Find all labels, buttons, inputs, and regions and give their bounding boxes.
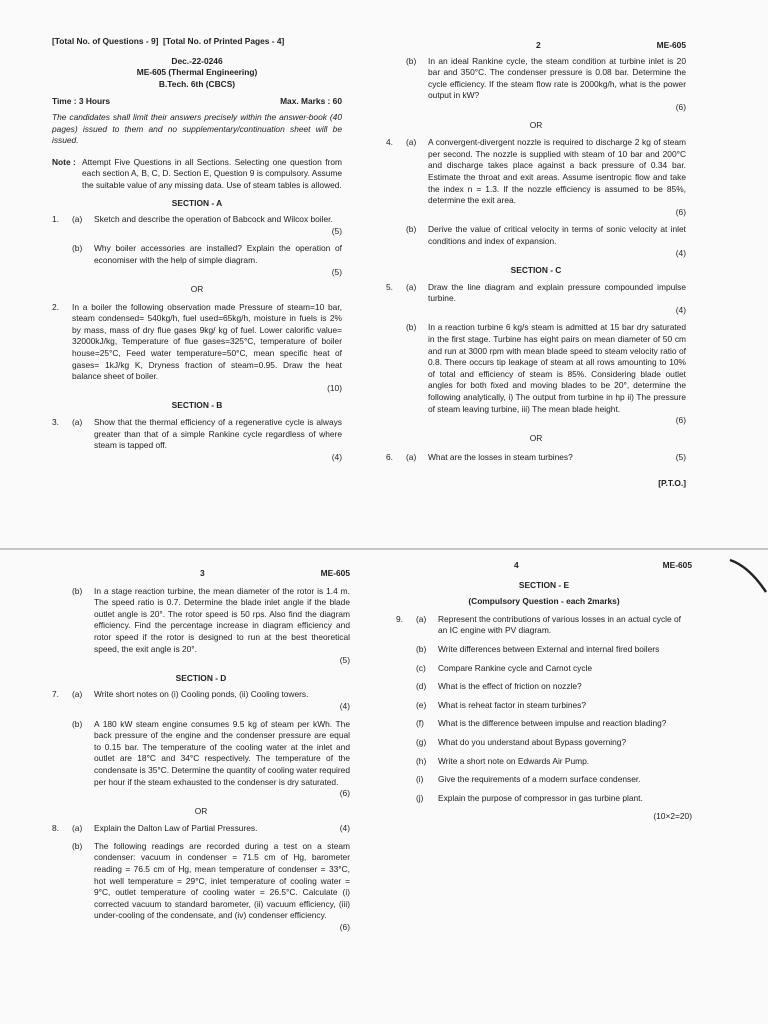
question-9-item	[396, 718, 692, 730]
question-9-item	[396, 681, 692, 693]
question-part-label: (j)	[416, 792, 424, 803]
question-9-item: 9. (a) Represent the contributions of various losses in an actual cycle of an IC engine with PV diagram.	[396, 614, 692, 637]
section-b-heading: SECTION - B	[171, 400, 223, 411]
question-text: Compare Rankine cycle and Carnot cycle	[438, 662, 593, 673]
page-curl-mark	[728, 556, 768, 596]
question-text: Sketch and describe the operation of Babcock and Wilcox boiler.	[94, 214, 333, 225]
question-1a: 1. (a) Sketch and describe the operation of Babcock and Wilcox boiler. (5)	[52, 214, 342, 236]
question-part-label: (c)	[416, 662, 426, 673]
page-number: 2	[536, 40, 541, 50]
question-text: A convergent-divergent nozzle is required to discharge 2 kg of steam per second. The nozzle is supplied with steam of 10 bar and 200°C and discharge takes place against a back pressure of 0.34 bar. Estimate the throat and exit areas. Assume isentropic flow and take the index n = 1.3. If the nozzle efficiency is assumed to be 85%, determine the exit area.	[428, 137, 686, 206]
question-text: What do you understand about Bypass governing?	[438, 736, 627, 747]
question-part-label: (g)	[416, 736, 427, 747]
question-marks: (6)	[675, 415, 686, 426]
question-text: What is reheat factor in steam turbines?	[438, 699, 587, 710]
question-text: What is the effect of friction on nozzle?	[438, 681, 582, 692]
course-name: B.Tech. 6th (CBCS)	[158, 78, 236, 89]
question-3b: (b) In an ideal Rankine cycle, the steam condition at turbine inlet is 20 bar and 350°C. The condenser pressure is 0.08 bar. Determine the cycle efficiency. If the steam flow rate is 2000kg/h, what is the power output in kW? (6)	[406, 55, 686, 112]
question-9-item	[396, 774, 692, 786]
question-text: Write short notes on (i) Cooling ponds, (ii) Cooling towers.	[94, 689, 309, 700]
question-part-label: (h)	[416, 755, 427, 766]
subject-title: ME-605 (Thermal Engineering)	[136, 67, 258, 78]
question-marks: (6)	[339, 922, 350, 933]
question-marks: (4)	[339, 823, 350, 834]
page-header	[396, 560, 692, 572]
page-2	[386, 40, 686, 490]
question-part-label: (f)	[416, 718, 424, 729]
question-part-label: (d)	[416, 681, 427, 692]
question-marks: (4)	[331, 451, 342, 462]
paper-code: ME-605	[320, 568, 350, 578]
page-1	[52, 36, 342, 469]
question-8b: (b) The following readings are recorded during a test on a steam condenser: vacuum in condenser = 71.5 cm of Hg, barometer reading = 76.5 cm of Hg, mean temperature of condenser = 33°C, hot well temperature = 29°C, inlet temperature of cooling water = 9°C, outlet temperature of cooling water = 26.5°C. Calculate (i) corrected vacuum to standard barometer, (ii) vacuum efficiency, (iii) under-cooling of the condensate, and (iv) condenser efficiency. (6)	[72, 840, 350, 933]
question-text: What is the difference between impulse and reaction blading?	[438, 718, 667, 729]
page-header	[386, 40, 686, 52]
question-6b: (b) In a stage reaction turbine, the mean diameter of the rotor is 1.4 m. The speed ratio is 0.7. Determine the blade inlet angle if the blade outlet angle is 20°. The rotor speed is 50 rps. Also find the diagram efficiency. Find the percentage increase in diagram efficiency and rotor speed if the rotor is designed to run at the best theoretical speed, the exit angle is 20°. (5)	[72, 585, 350, 666]
question-9-item	[396, 756, 692, 768]
time-label: Time : 3 Hours	[52, 96, 111, 107]
question-text: Derive the value of critical velocity in terms of sonic velocity at inlet conditions and index of expansion.	[428, 224, 686, 246]
question-part-label: (e)	[416, 699, 427, 710]
question-marks: (5)	[331, 266, 342, 277]
section-e-heading: SECTION - E	[518, 579, 570, 590]
question-2: 2. In a boiler the following observation made Pressure of steam=10 bar, steam condensed= 540kg/h, fuel used=65kg/h, moisture in fuels is 2% by mass, mass of dry flue gases 9kg/ kg of fuel. Lower calorific value= 32000kJ/kg, Temperature of flue gases=325°C, temperature of boiler house=25°C, Feed water temperature=50°C, mean specific heat of gases= 1kJ/kg K, Dryness fraction of steam=0.95. Draw the heat balance sheet of boiler. (10)	[52, 301, 342, 393]
pto-label: [P.T.O.]	[658, 478, 686, 488]
or-divider: OR	[529, 119, 543, 130]
question-7b: (b) A 180 kW steam engine consumes 9.5 kg of steam per kWh. The back pressure of the engine and the condenser pressure are equal to 0.15 bar. The temperature of the cooling water at the inlet and outlet are 18°C and 34°C respectively. The temperature of the condensate is 35°C. Determine the quantity of cooling water required per hour if the steam exhausted to the condenser is dry saturated. (6)	[72, 718, 350, 799]
question-1b: (b) Why boiler accessories are installed? Explain the operation of economiser with the help of simple diagram. (5)	[72, 243, 342, 277]
question-9-item	[396, 663, 692, 675]
page-number: 3	[200, 568, 205, 578]
or-divider: OR	[190, 284, 204, 295]
question-text: In a stage reaction turbine, the mean diameter of the rotor is 1.4 m. The speed ratio is 0.7. Determine the blade inlet angle if the blade outlet angle is 20°. The rotor speed is 50 rps. Also find the diagram efficiency. Find the percentage increase in diagram efficiency and rotor speed if the rotor is designed to run at the best theoretical speed, the exit angle is 20°.	[94, 585, 350, 654]
exam-code: Dec.-22-0246	[171, 55, 223, 66]
question-9-list	[396, 614, 692, 805]
question-text: Why boiler accessories are installed? Explain the operation of economiser with the help of simple diagram.	[94, 243, 342, 265]
question-marks: (5)	[675, 452, 686, 463]
page-header	[52, 568, 350, 580]
question-text: Write differences between External and internal fired boilers	[438, 643, 660, 654]
question-marks: (5)	[331, 225, 342, 236]
question-7a: 7. (a) Write short notes on (i) Cooling ponds, (ii) Cooling towers. (4)	[52, 689, 350, 711]
question-marks: (10)	[327, 382, 342, 393]
question-text: Draw the line diagram and explain pressure compounded impulse turbine.	[428, 281, 686, 304]
question-marks: (4)	[339, 700, 350, 711]
section-a-heading: SECTION - A	[171, 197, 223, 208]
question-part-label: (i)	[416, 774, 424, 785]
question-9-item	[396, 644, 692, 656]
page-3	[52, 568, 350, 940]
question-6a: 6. (a) What are the losses in steam turbines? (5)	[386, 452, 686, 463]
question-marks: (4)	[675, 247, 686, 258]
page-4	[396, 560, 692, 823]
note-text: Attempt Five Questions in all Sections. Selecting one question from each section A, B, C, D. Section E, Question 9 is compulsory. Assume the suitable value of any missing data. Use of steam tables is allowed.	[82, 156, 342, 190]
question-text: Write a short note on Edwards Air Pump.	[438, 755, 590, 766]
question-5b: (b) In a reaction turbine 6 kg/s steam is admitted at 15 bar dry saturated in the first stage. Turbine has eight pairs on mean diameter of 50 cm and run at 3000 rpm with mean blade speed to steam velocity ratio of 0.8. There occurs tip leakage of steam at all rows amounting to 10% of total and efficiency of steam is 85%. Considering blade outlet angles for both fixed and moving blades to be 20°, determine the following analytically, i) The output from turbine in hp ii) The pressure of steam leaving turbine, iii) The mean blade height. (6)	[406, 322, 686, 426]
paper-code: ME-605	[656, 40, 686, 50]
paper-code: ME-605	[662, 560, 692, 570]
or-divider: OR	[194, 805, 208, 816]
question-text: What are the losses in steam turbines?	[428, 452, 573, 463]
question-9-marks: (10×2=20)	[653, 811, 692, 822]
question-marks: (4)	[675, 304, 686, 315]
question-text: Show that the thermal efficiency of a regenerative cycle is always greater than that of a simple Rankine cycle regardless of where steam is tapped off.	[94, 417, 342, 451]
section-c-heading: SECTION - C	[510, 265, 562, 276]
question-text: Explain the Dalton Law of Partial Pressures.	[94, 823, 258, 834]
question-marks: (5)	[339, 655, 350, 666]
question-marks: (6)	[339, 788, 350, 799]
note-label: Note :	[52, 156, 76, 167]
question-4b: (b) Derive the value of critical velocity in terms of sonic velocity at inlet conditions and index of expansion. (4)	[406, 224, 686, 258]
question-3a: 3. (a) Show that the thermal efficiency of a regenerative cycle is always greater than that of a simple Rankine cycle regardless of where steam is tapped off. (4)	[52, 417, 342, 462]
question-part-label: (a)	[416, 613, 427, 624]
section-d-heading: SECTION - D	[175, 672, 227, 683]
question-4a: 4. (a) A convergent-divergent nozzle is required to discharge 2 kg of steam per second. The nozzle is supplied with steam of 10 bar and 200°C and discharge takes place against a back pressure of 0.34 bar. Estimate the throat and exit areas. Assume isentropic flow and take the index n = 1.3. If the nozzle efficiency is assumed to be 85%, determine the exit area. (6)	[386, 137, 686, 217]
paper-header: [Total No. of Questions - 9] [Total No. of Printed Pages - 4]	[52, 36, 285, 46]
question-text: The following readings are recorded during a test on a steam condenser: vacuum in condenser = 71.5 cm of Hg, barometer reading = 76.5 cm of Hg, mean temperature of condenser = 33°C, hot well temperature = 29°C, inlet temperature of cooling water = 9°C, outlet temperature of cooling water = 26.5°C. Calculate (i) corrected vacuum to standard barometer, (ii) vacuum efficiency, (iii) under-cooling of the condensate, and (iv) condenser efficiency.	[94, 840, 350, 921]
instructions: The candidates shall limit their answers precisely within the answer-book (40 pages) issued to them and no supplementary/continuation sheet will be issued.	[52, 111, 342, 146]
compulsory-note: (Compulsory Question - each 2marks)	[468, 596, 620, 607]
question-part-label: (b)	[416, 643, 427, 654]
question-9-item	[396, 700, 692, 712]
question-text: Explain the purpose of compressor in gas turbine plant.	[438, 792, 643, 803]
question-text: Give the requirements of a modern surface condenser.	[438, 774, 641, 785]
question-8a: 8. (a) Explain the Dalton Law of Partial Pressures. (4)	[52, 823, 350, 834]
question-9-item	[396, 793, 692, 805]
question-text: In an ideal Rankine cycle, the steam condition at turbine inlet is 20 bar and 350°C. The condenser pressure is 0.08 bar. Determine the cycle efficiency. If the steam flow rate is 2000kg/h, what is the power output in kW?	[428, 55, 686, 101]
question-text: Represent the contributions of various losses in an actual cycle of an IC engine with PV diagram.	[438, 613, 682, 636]
or-divider: OR	[529, 432, 543, 443]
question-text: A 180 kW steam engine consumes 9.5 kg of steam per kWh. The back pressure of the engine and the condenser pressure are equal to 0.15 bar. The temperature of the cooling water at the inlet and outlet are 18°C and 34°C respectively. The temperature of the condensate is 35°C. Determine the quantity of cooling water required per hour if the steam exhausted to the condenser is dry saturated.	[94, 718, 350, 787]
question-text: In a reaction turbine 6 kg/s steam is admitted at 15 bar dry saturated in the first stage. Turbine has eight pairs on mean diameter of 50 cm and run at 3000 rpm with mean blade speed to steam velocity ratio of 0.8. There occurs tip leakage of steam at all rows amounting to 10% of total and efficiency of steam is 85%. Considering blade outlet angles for both fixed and moving blades to be 20°, determine the following analytically, i) The output from turbine in hp ii) The pressure of steam leaving turbine, iii) The mean blade height.	[428, 322, 686, 414]
question-5a: 5. (a) Draw the line diagram and explain pressure compounded impulse turbine. (4)	[386, 281, 686, 315]
max-marks-label: Max. Marks : 60	[280, 96, 342, 107]
question-text: In a boiler the following observation made Pressure of steam=10 bar, steam condensed= 540kg/h, fuel used=65kg/h, moisture in fuels is 2% by mass, mass of dry flue gases 9kg/ kg of fuel. Lower calorific value= 32000kJ/kg, Temperature of flue gases=325°C, temperature of boiler house=25°C, Feed water temperature=50°C, mean specific heat of gases= 1kJ/kg K, Dryness fraction of steam=0.95. Draw the heat balance sheet of boiler.	[72, 301, 342, 382]
page-divider	[0, 548, 768, 550]
question-9-item	[396, 737, 692, 749]
note	[52, 157, 342, 192]
question-marks: (6)	[675, 206, 686, 217]
page-number: 4	[514, 560, 519, 570]
time-marks-row	[52, 96, 342, 108]
question-marks: (6)	[675, 101, 686, 112]
